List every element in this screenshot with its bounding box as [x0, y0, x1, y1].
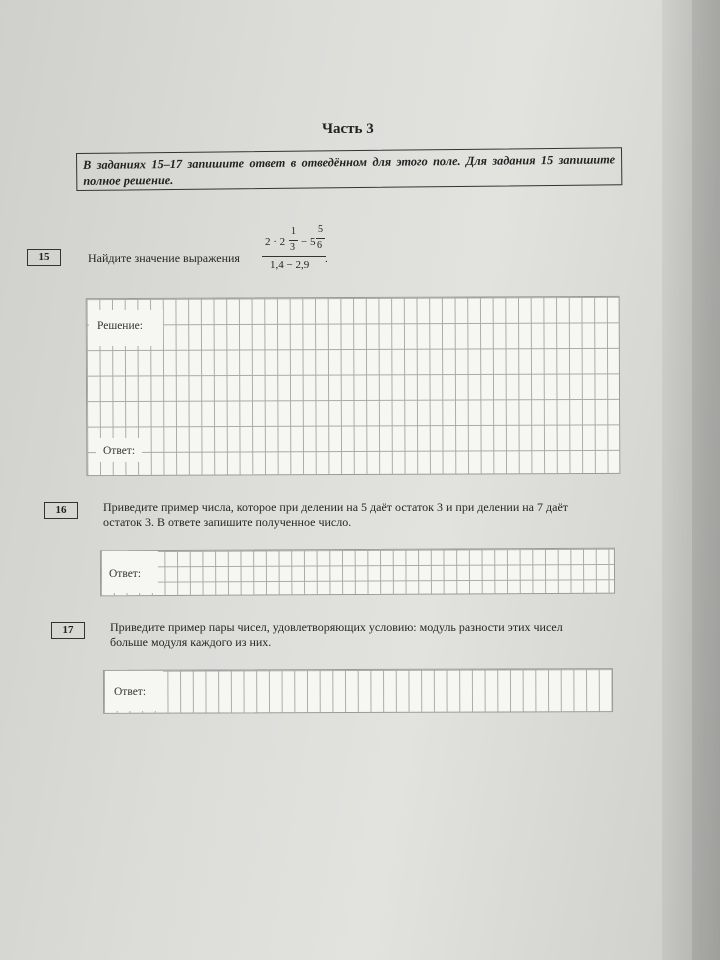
expr-numerator-left: 2 · 2 — [265, 236, 286, 248]
expr-frac2-bottom: 6 — [317, 240, 322, 251]
paper-edge-shadow-outer — [692, 0, 720, 960]
solution-label: Решение: — [97, 320, 143, 332]
expr-tail: . — [325, 253, 328, 265]
part-title: Часть 3 — [322, 121, 374, 137]
expr-frac2-top: 5 — [318, 224, 323, 235]
task-16-text-line1: Приведите пример числа, которое при делении на 5 даёт остаток 3 и при делении на 7 даёт — [103, 500, 569, 514]
task-17-text-line2: больше модуля каждого из них. — [110, 635, 272, 649]
expr-minus: − 5 — [301, 236, 316, 248]
task-number-15: 15 — [27, 249, 61, 266]
task-number-16: 16 — [44, 502, 78, 519]
task-15-solution-grid[interactable] — [86, 296, 621, 476]
expr-main-bar — [262, 256, 326, 257]
task-number-17: 17 — [51, 622, 85, 639]
expr-denominator: 1,4 − 2,9 — [270, 259, 310, 271]
task-15-answer-label: Ответ: — [103, 445, 136, 457]
expr-frac2-bar — [316, 238, 325, 239]
expr-frac1-bottom: 3 — [290, 242, 295, 253]
task-15-text: Найдите значение выражения — [88, 251, 240, 265]
expr-frac1-bar — [289, 240, 298, 241]
task-16-answer-label: Ответ: — [109, 568, 142, 580]
task-16-answer-grid[interactable] — [100, 548, 615, 597]
task-16-text-line2: остаток 3. В ответе запишите полученное число. — [103, 515, 352, 529]
task-17-answer-label: Ответ: — [114, 686, 147, 698]
task-17-answer-grid[interactable] — [103, 668, 613, 714]
task-17-text-line1: Приведите пример пары чисел, удовлетворяющих условию: модуль разности этих чисел — [110, 620, 563, 634]
instruction-box: В заданиях 15–17 запишите ответ в отведённом для этого поле. Для задания 15 запишите полное решение. — [76, 147, 622, 191]
expr-frac1-top: 1 — [291, 226, 296, 237]
